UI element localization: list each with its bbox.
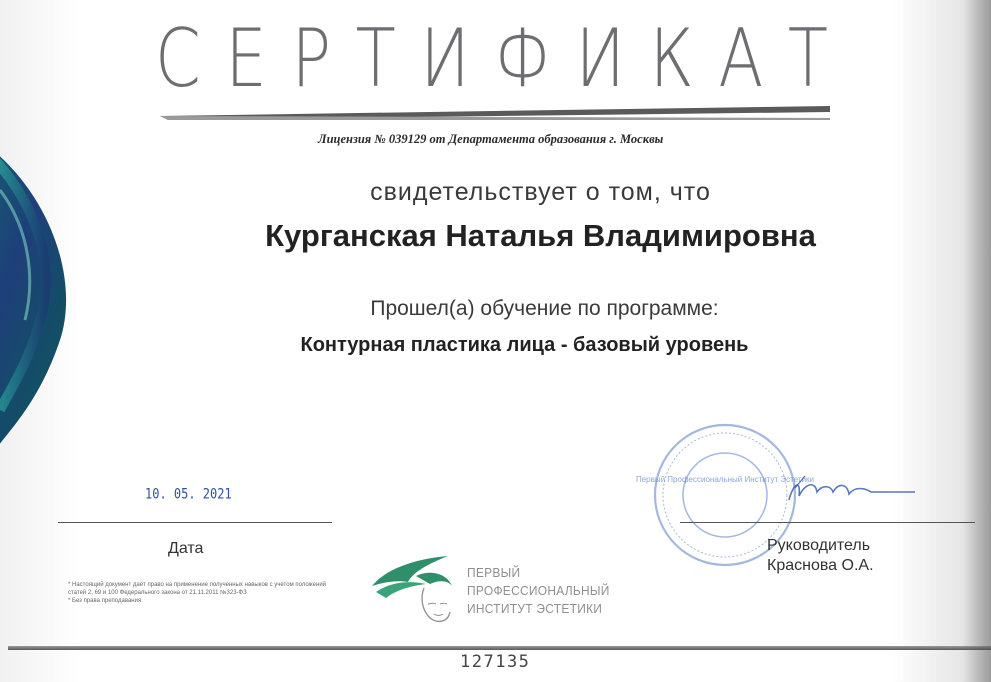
program-name: Контурная пластика лица - базовый уровень [300,334,749,356]
logo-line: ПЕРВЫЙ [467,565,521,580]
role-name: Краснова О.А. [767,557,874,574]
license-line: Лицензия № 039129 от Департамента образования г. Москвы [318,132,664,146]
date-value: 10. 05. 2021 [145,485,232,503]
role-title: Руководитель [767,537,871,554]
signatory-block [767,536,874,576]
date-label: Дата [168,540,204,557]
logo-line: ПРОФЕССИОНАЛЬНЫЙ [467,583,610,598]
testify-line: свидетельствует о том, что [370,178,711,206]
date-signature-line [58,522,332,523]
institute-logo-icon [368,546,460,638]
serial-number: 127135 [460,652,531,672]
fine-print-line: * Настоящий документ даёт право на применение полученных навыков с учетом положений статей 2, 69 и 100 Федерального закона от 21.11.2011 №323-ФЗ [68,582,327,596]
bottom-border [8,646,991,650]
fine-print [68,581,343,605]
fine-print-line: * Без права преподавания [68,598,142,604]
stamp-text: Первый Профессиональный Институт Эстетики [635,475,815,484]
passed-training-line: Прошел(а) обучение по программе: [370,297,719,320]
recipient-name: Курганская Наталья Владимировна [265,218,816,253]
institute-logo-text [467,564,610,618]
title-underline [160,104,830,124]
logo-line: ИНСТИТУТ ЭСТЕТИКИ [467,601,603,616]
page-edge-shadow [963,0,991,682]
handwritten-signature [775,470,935,510]
certificate-title: СЕРТИФИКАТ [155,12,853,105]
signature-line [680,522,975,523]
